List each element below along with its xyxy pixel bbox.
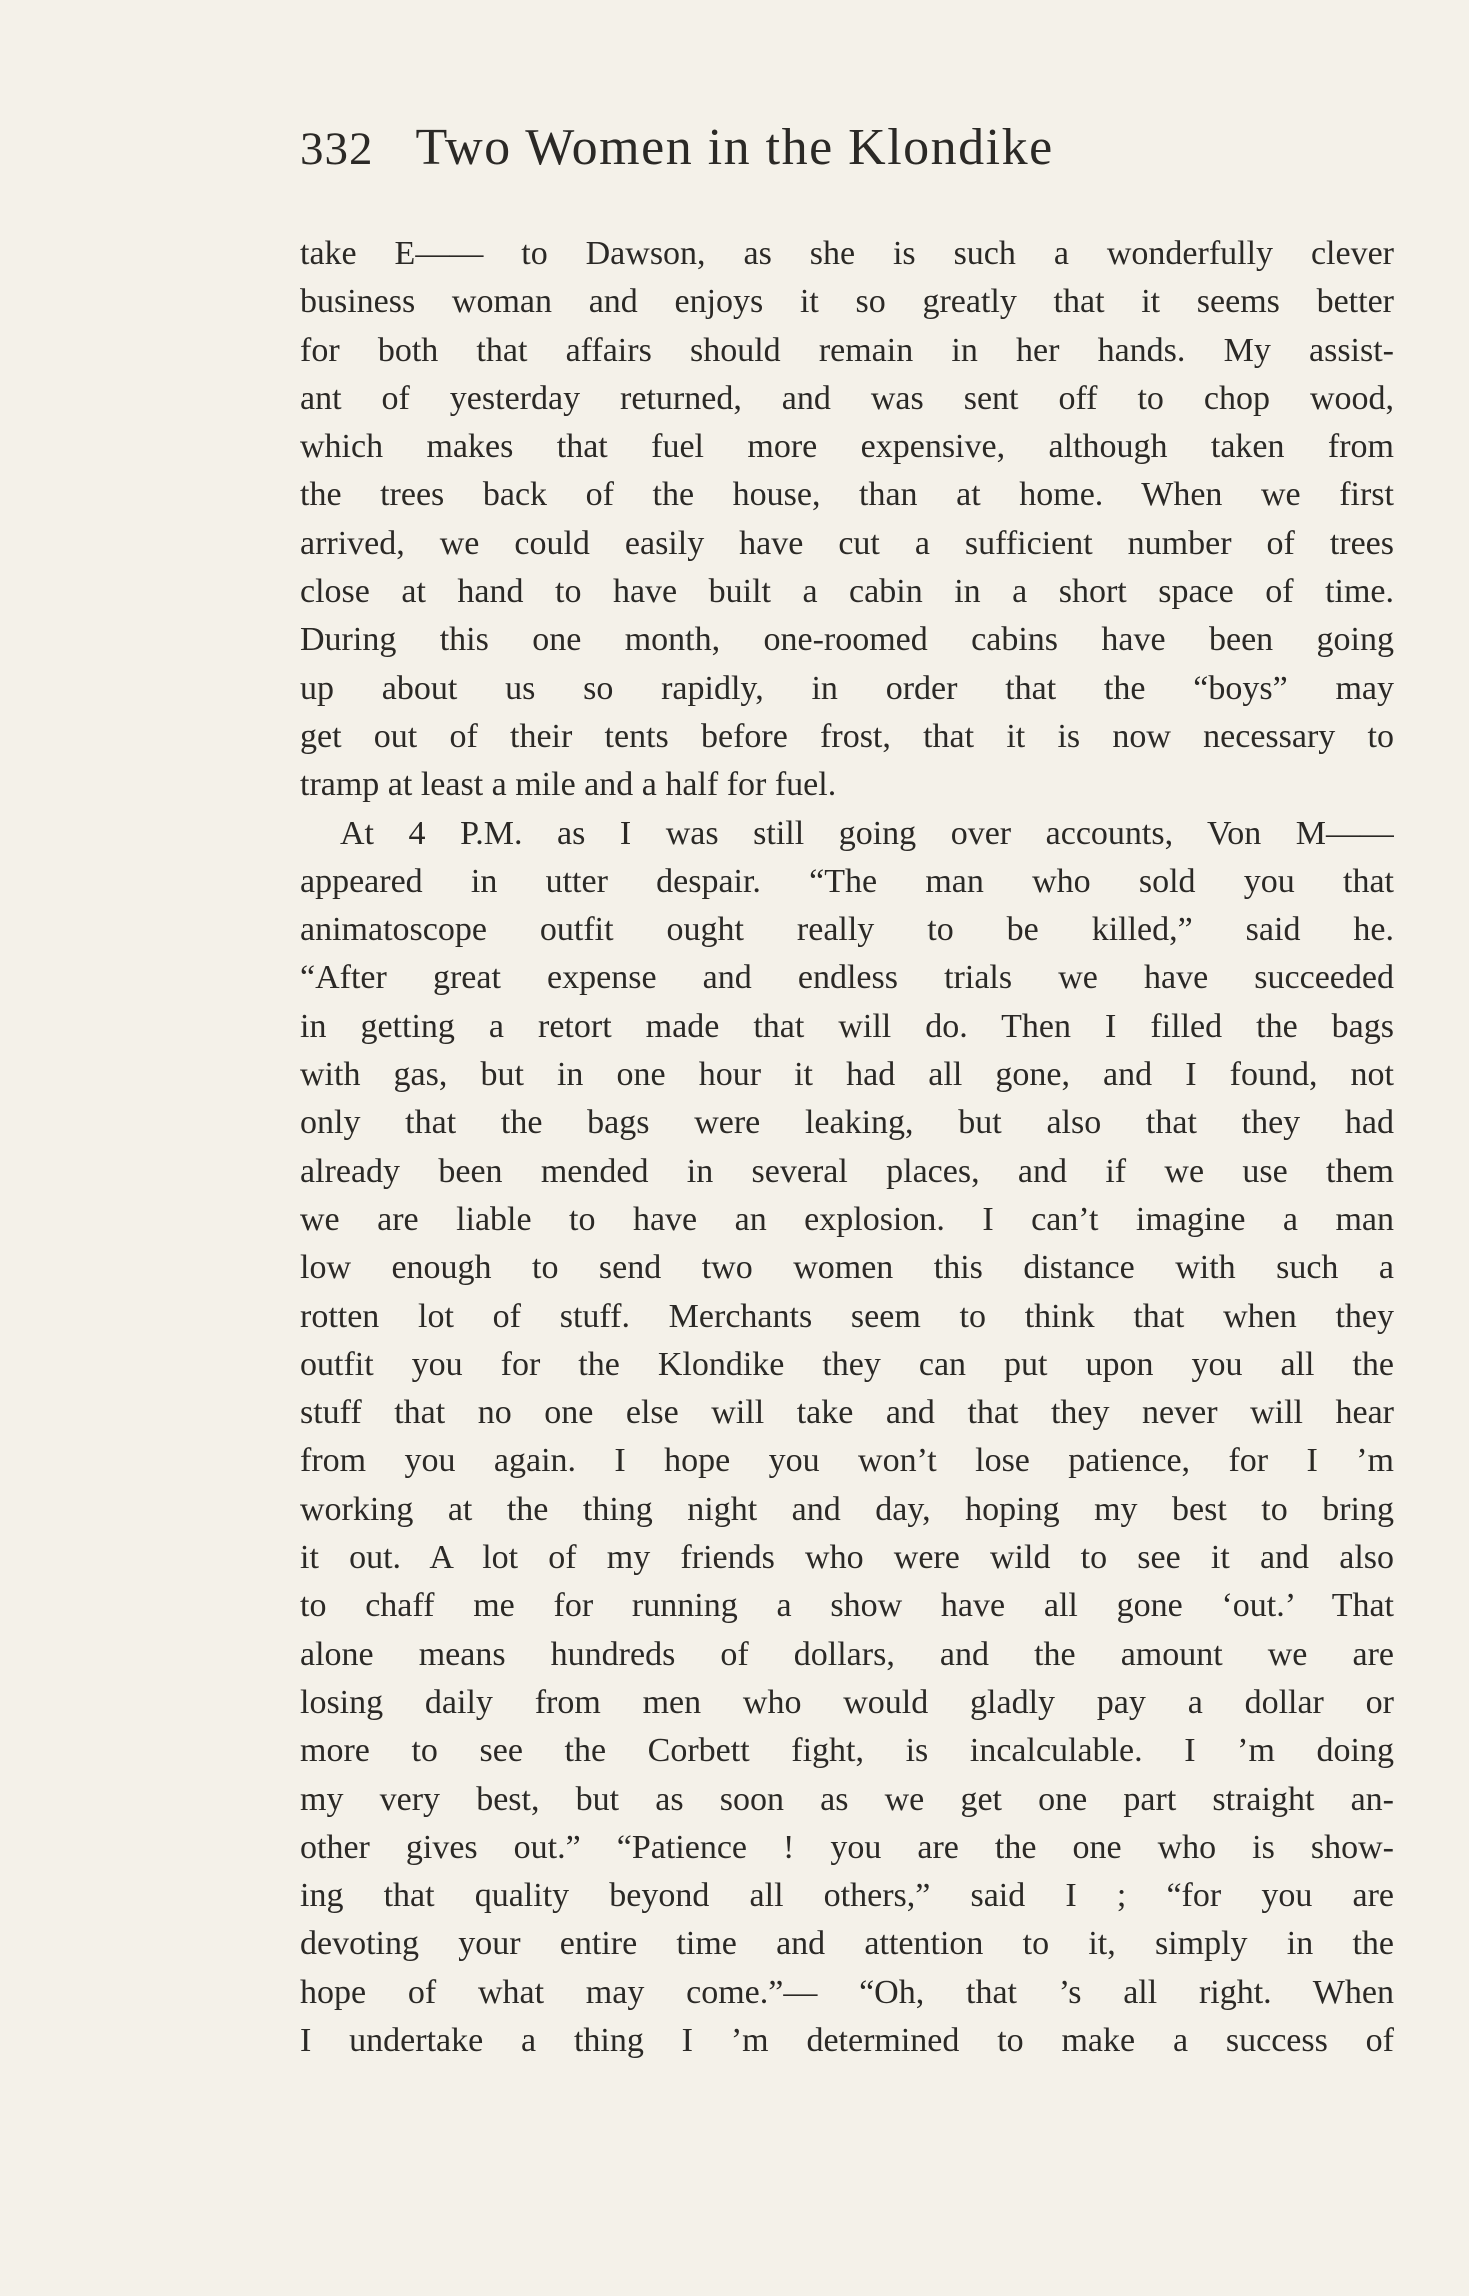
text-line: close at hand to have built a cabin in a short space of time. <box>300 573 1394 611</box>
paragraph-end-line: tramp at least a mile and a half for fuel. <box>300 766 837 804</box>
text-line: ant of yesterday returned, and was sent off to chop wood, <box>300 379 1394 417</box>
text-line: business woman and enjoys it so greatly that it seems better <box>300 283 1394 321</box>
text-line: appeared in utter despair. “The man who sold you that <box>300 862 1394 900</box>
text-line: take E—— to Dawson, as she is such a wonderfully clever <box>300 235 1394 272</box>
text-line: it out. A lot of my friends who were wild to see it and also <box>300 1539 1394 1577</box>
text-line: get out of their tents before frost, that it is now necessary to <box>300 717 1394 755</box>
text-line: other gives out.” “Patience ! you are the one who is show- <box>300 1828 1394 1866</box>
running-head <box>300 118 1220 188</box>
text-line: “After great expense and endless trials we have succeeded <box>300 959 1394 997</box>
text-line: already been mended in several places, and if we use them <box>300 1152 1394 1190</box>
text-line: During this one month, one-roomed cabins have been going <box>300 621 1394 659</box>
text-line: from you again. I hope you won’t lose patience, for I ’m <box>300 1442 1394 1480</box>
text-line: only that the bags were leaking, but also that they had <box>300 1104 1394 1142</box>
text-line: which makes that fuel more expensive, although taken from <box>300 428 1394 466</box>
text-line: low enough to send two women this distance with such a <box>300 1249 1394 1287</box>
text-line: animatoscope outfit ought really to be killed,” said he. <box>300 911 1394 949</box>
body-text <box>300 230 1394 2065</box>
text-line: more to see the Corbett fight, is incalculable. I ’m doing <box>300 1732 1394 1770</box>
text-line: losing daily from men who would gladly pay a dollar or <box>300 1683 1394 1721</box>
text-line: hope of what may come.”— “Oh, that ’s all right. When <box>300 1973 1394 2011</box>
running-title: Two Women in the Klondike <box>415 119 1054 176</box>
text-line: for both that affairs should remain in her hands. My assist- <box>300 331 1394 369</box>
text-line: stuff that no one else will take and that they never will hear <box>300 1394 1394 1432</box>
page-number: 332 <box>300 123 374 175</box>
text-line: devoting your entire time and attention to it, simply in the <box>300 1925 1394 1963</box>
text-line: my very best, but as soon as we get one part straight an- <box>300 1780 1394 1818</box>
text-line: arrived, we could easily have cut a sufficient number of trees <box>300 524 1394 562</box>
text-line: the trees back of the house, than at home. When we first <box>300 476 1394 514</box>
text-line: we are liable to have an explosion. I can’t imagine a man <box>300 1200 1394 1238</box>
text-line: up about us so rapidly, in order that the “boys” may <box>300 669 1394 707</box>
text-line: in getting a retort made that will do. Then I filled the bags <box>300 1007 1394 1045</box>
paragraph-start-line: At 4 P.M. as I was still going over accounts, Von M—— <box>340 814 1394 852</box>
text-line: to chaff me for running a show have all gone ‘out.’ That <box>300 1587 1394 1625</box>
text-line: alone means hundreds of dollars, and the amount we are <box>300 1635 1394 1673</box>
text-line: I undertake a thing I ’m determined to make a success of <box>300 2021 1394 2059</box>
text-line: ing that quality beyond all others,” said I ; “for you are <box>300 1877 1394 1915</box>
text-line: with gas, but in one hour it had all gone, and I found, not <box>300 1056 1394 1094</box>
text-line: rotten lot of stuff. Merchants seem to think that when they <box>300 1297 1394 1335</box>
text-line: working at the thing night and day, hoping my best to bring <box>300 1490 1394 1528</box>
text-line: outfit you for the Klondike they can put upon you all the <box>300 1345 1394 1383</box>
